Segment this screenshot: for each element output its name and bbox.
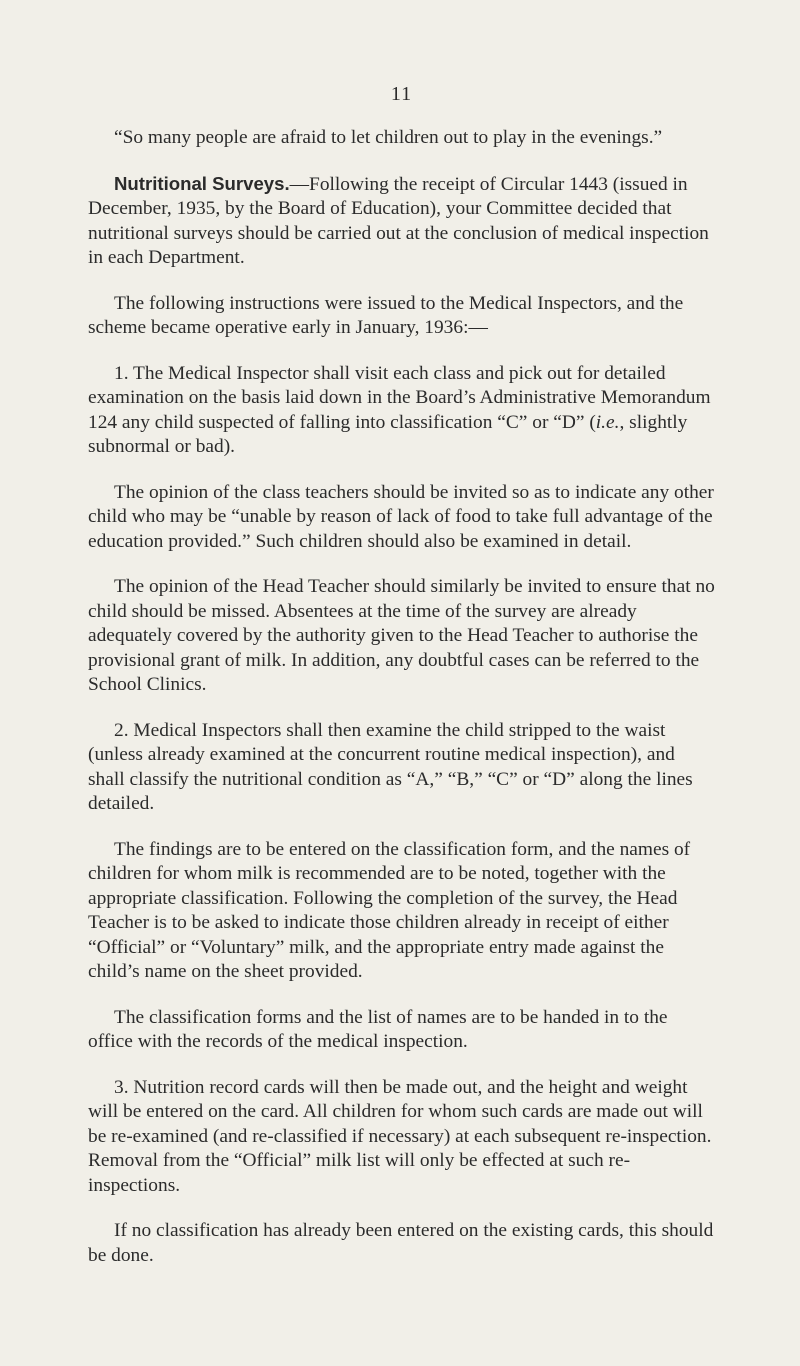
paragraph-item-1 — [88, 362, 715, 460]
paragraph-nutritional-surveys-text: —Following the receipt of Circular 1443 (issued in December, 1935, by the Board of Education), your Committee decided that nutritional surveys should be carried out at the conclusion of medical inspection in each Department. — [88, 173, 709, 268]
paragraph-nutritional-surveys — [88, 172, 715, 271]
paragraph-class-teachers — [88, 481, 715, 555]
paragraph-instructions-intro — [88, 292, 715, 341]
paragraph-existing-cards-text: If no classification has already been entered on the existing cards, this should be done. — [88, 1220, 714, 1266]
paragraph-item-1-text-a: 1. The Medical Inspector shall visit each class and pick out for detailed examination on the basis laid down in the Board’s Administrative Memorandum 124 any child suspected of falling into classification “C” or “D” ( — [88, 362, 711, 433]
paragraph-item-3 — [88, 1076, 715, 1199]
paragraph-instructions-intro-text: The following instructions were issued to the Medical Inspectors, and the scheme became operative early in January, 1936:— — [88, 292, 684, 338]
paragraph-item-2-text: 2. Medical Inspectors shall then examine the child stripped to the waist (unless already examined at the concurrent routine medical inspection), and shall classify the nutritional condition as “A,” “B,” “C” or “D” along the lines detailed. — [88, 719, 693, 814]
paragraph-findings — [88, 838, 715, 985]
paragraph-class-teachers-text: The opinion of the class teachers should be invited so as to indicate any other child who may be “unable by reason of lack of food to take full advantage of the education provided.” Such children should also be examined in detail. — [88, 481, 714, 552]
section-heading: Nutritional Surveys. — [114, 172, 290, 194]
paragraph-item-2 — [88, 719, 715, 817]
paragraph-quote — [88, 126, 715, 151]
paragraph-existing-cards — [88, 1219, 715, 1268]
paragraph-item-1-italic: i.e. — [595, 411, 620, 433]
paragraph-classification-forms-text: The classification forms and the list of names are to be handed in to the office with the records of the medical inspection. — [88, 1006, 668, 1052]
paragraph-item-1-text-b: , slightly subnormal or bad). — [88, 411, 688, 457]
paragraph-quote-text: “So many people are afraid to let children out to play in the evenings.” — [114, 127, 663, 148]
paragraph-head-teacher — [88, 575, 715, 698]
paragraph-findings-text: The findings are to be entered on the classification form, and the names of children for whom milk is recommended are to be noted, together with the appropriate classification. Following the completion of the survey, the Head Teacher is to be asked to indicate those children already in receipt of either “Official” or “Voluntary” milk, and the appropriate entry made against the child’s name on the sheet provided. — [88, 838, 691, 982]
paragraph-head-teacher-text: The opinion of the Head Teacher should similarly be invited to ensure that no child should be missed. Absentees at the time of the survey are already adequately covered by the authority given to the Head Teacher to authorise the provisional grant of milk. In addition, any doubtful cases can be referred to the School Clinics. — [88, 576, 715, 695]
page-number: 11 — [390, 83, 413, 105]
paragraph-item-3-text: 3. Nutrition record cards will then be made out, and the height and weight will be entered on the card. All children for whom such cards are made out will be re-examined (and re-classified if necessary) at each subsequent re-inspection. Removal from the “Official” milk list will only be effected at such re-inspections. — [88, 1076, 712, 1196]
paragraph-classification-forms — [88, 1006, 715, 1055]
